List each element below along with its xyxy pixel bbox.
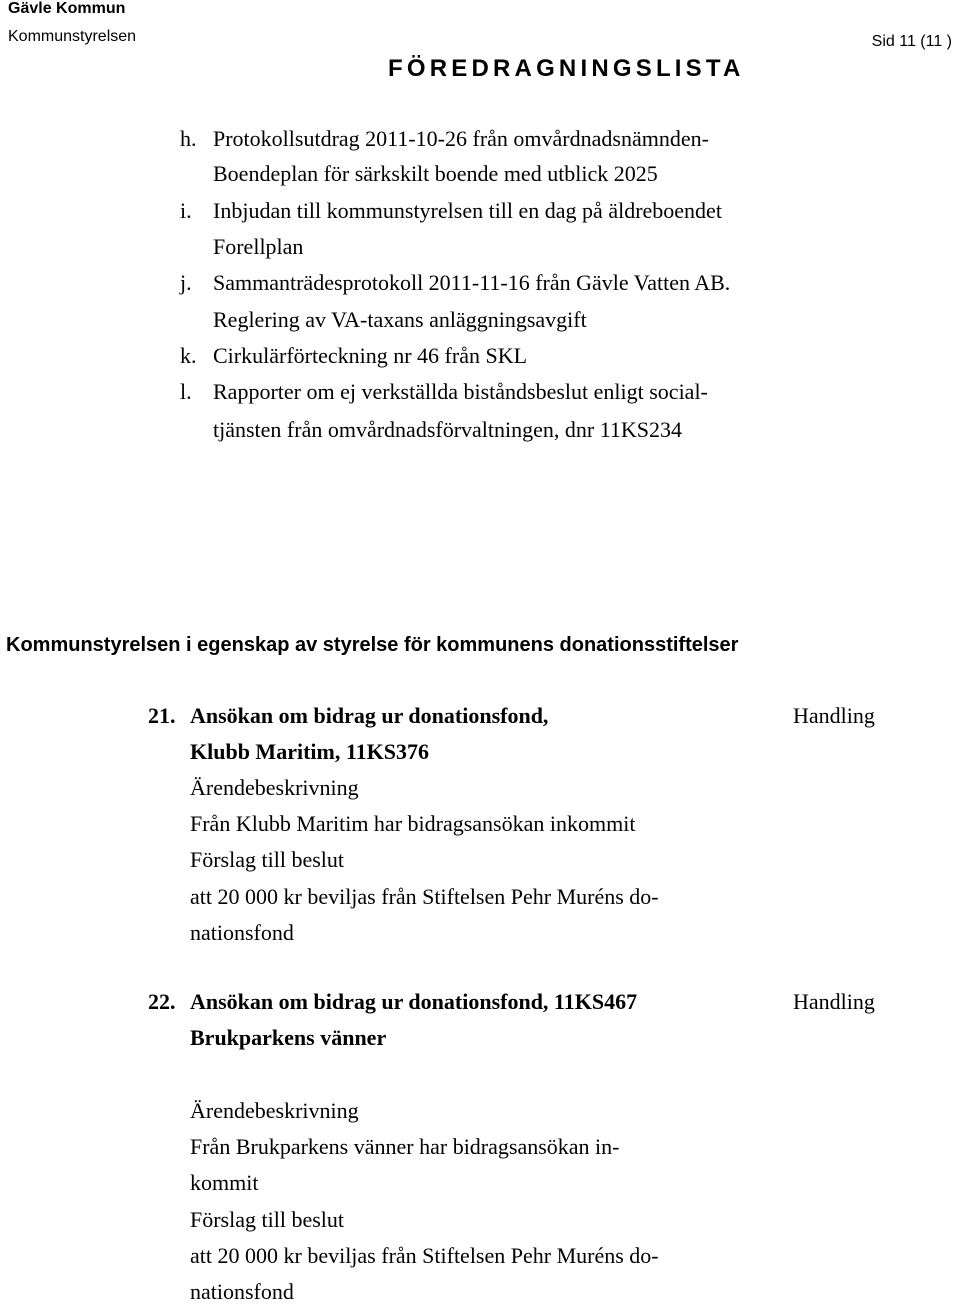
description-heading: Ärendebeskrivning: [190, 775, 359, 800]
description-text: Från Klubb Maritim har bidragsansökan inkommit: [190, 811, 636, 836]
list-item-text: Inbjudan till kommunstyrelsen till en dag på äldreboendet: [213, 198, 722, 223]
list-item-marker: h.: [180, 126, 197, 151]
proposal-text: nationsfond: [190, 1279, 294, 1304]
proposal-text: att 20 000 kr beviljas från Stiftelsen Pehr Muréns do-: [190, 884, 659, 909]
list-item-marker: l.: [180, 379, 192, 404]
case-action: Handling: [793, 703, 875, 728]
list-item-text: tjänsten från omvårdnadsförvaltningen, dnr 11KS234: [213, 417, 683, 442]
case-title: Brukparkens vänner: [190, 1025, 387, 1050]
section-heading: Kommunstyrelsen i egenskap av styrelse för kommunens donationsstiftelser: [6, 634, 739, 656]
organization-name: Gävle Kommun: [8, 0, 126, 17]
list-item-text: Forellplan: [213, 234, 304, 259]
description-text: Från Brukparkens vänner har bidragsansökan in-: [190, 1134, 620, 1159]
list-item-marker: i.: [180, 198, 192, 223]
list-item-text: Rapporter om ej verkställda biståndsbeslut enligt social-: [213, 379, 708, 404]
document-title: FÖREDRAGNINGSLISTA: [388, 55, 745, 82]
description-heading: Ärendebeskrivning: [190, 1098, 359, 1123]
list-item-marker: k.: [180, 343, 197, 368]
list-item-text: Protokollsutdrag 2011-10-26 från omvårdnadsnämnden-: [213, 126, 709, 151]
list-item-text: Reglering av VA-taxans anläggningsavgift: [213, 307, 587, 332]
proposal-heading: Förslag till beslut: [190, 847, 344, 872]
case-number: 21.: [148, 703, 176, 728]
case-title: Klubb Maritim, 11KS376: [190, 739, 429, 764]
case-number: 22.: [148, 989, 176, 1014]
list-item-marker: j.: [180, 270, 192, 295]
list-item-text: Sammanträdesprotokoll 2011-11-16 från Gävle Vatten AB.: [213, 270, 731, 295]
proposal-text: nationsfond: [190, 920, 294, 945]
proposal-text: att 20 000 kr beviljas från Stiftelsen Pehr Muréns do-: [190, 1243, 659, 1268]
description-text: kommit: [190, 1170, 259, 1195]
list-item-text: Cirkulärförteckning nr 46 från SKL: [213, 343, 528, 368]
list-item-text: Boendeplan för särkskilt boende med utblick 2025: [213, 161, 658, 186]
page-number: Sid 11 (11 ): [871, 33, 952, 50]
case-title: Ansökan om bidrag ur donationsfond, 11KS467: [190, 989, 638, 1014]
case-action: Handling: [793, 989, 875, 1014]
case-title: Ansökan om bidrag ur donationsfond,: [190, 703, 549, 728]
proposal-heading: Förslag till beslut: [190, 1207, 344, 1232]
department-name: Kommunstyrelsen: [8, 28, 137, 45]
